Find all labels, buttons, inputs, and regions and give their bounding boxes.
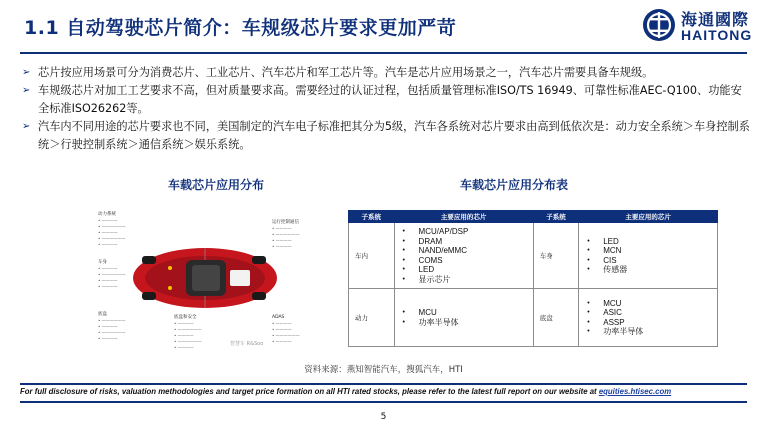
chip-item: • MCN [583,246,713,256]
label-chassis: 底盘 • —————— • ———— • —————— • ———— [98,312,126,341]
column-header: 子系统 [533,211,579,223]
watermark: 智慧车 R&Soo [230,341,264,347]
car-chip-diagram [90,200,322,350]
bullet-text: 车规级芯片对加工工艺要求不高，但对质量要求高。需要经过的认证过程，包括质量管理标准ISO/TS 16949、可靠性标准AEC-Q100、功能安全标准ISO26262等。 [38,84,742,115]
logo-text-en: HAITONG [681,27,753,43]
chips-cell [394,223,533,289]
chip-item: • ASSP [583,318,713,328]
arrow-bullet-icon: ➢ [22,85,31,96]
column-header: 主要应用的芯片 [394,211,533,223]
page-title: 1.1 自动驾驶芯片简介：车规级芯片要求更加严苛 [24,17,457,39]
bullet-item [22,118,752,154]
bullet-text: 汽车内不同用途的芯片要求也不同，美国制定的汽车电子标准把其分为5级，汽车各系统对芯片要求由高到低依次是：动力安全系统＞车身控制系统＞行驶控制系统＞通信系统＞娱乐系统。 [38,120,750,151]
chip-item: • CIS [583,256,713,266]
subsystem-cell: 车身 [533,223,579,289]
arrow-bullet-icon: ➢ [22,121,31,132]
label-body: 车身 • ———— • —————— • ———— • ———— [98,260,126,289]
table-row [349,223,718,289]
label-safety: 底盘和安全 • ———— • —————— • ———— • —————— • ———— [174,315,202,350]
chip-item: • 功率半导体 [583,327,713,337]
haitong-logo-mark-icon [641,7,677,43]
chip-item: • 显示芯片 [399,275,529,285]
bullet-list [22,64,752,154]
bullet-text: 芯片按应用场景可分为消费芯片、工业芯片、汽车芯片和军工芯片等。汽车是芯片应用场景之一，汽车芯片需要具备车规级。 [38,66,654,79]
header-divider [20,52,747,54]
chip-item: • 传感器 [583,265,713,275]
table-header-row [349,211,718,223]
chip-item: • LED [399,265,529,275]
chip-item: • NAND/eMMC [399,246,529,256]
subsystem-cell: 动力 [349,289,395,347]
bullet-item [22,64,752,82]
footer-divider-bottom [20,401,747,403]
label-driving-control: 运行控制通信 • ———— • —————— • ———— • ———— [272,220,300,249]
chip-item: • DRAM [399,237,529,247]
footer-divider [20,383,747,385]
label-adas: ADAS • ———— • ———— • —————— • ———— [272,315,300,344]
chip-item: • COMS [399,256,529,266]
label-power-system: 动力系统 • ———— • —————— • ———— • —————— • ———— [98,212,126,247]
chips-cell [579,289,718,347]
source-note: 资料来源：燕知智能汽车，搜狐汽车，HTI [304,365,463,375]
haitong-logo [641,5,759,45]
chips-cell [579,223,718,289]
disclaimer-text: For full disclosure of risks, valuation methodologies and target price formation on all HTI rated stocks, please refer to the latest full report on our website at [20,387,599,396]
disclaimer [20,387,747,396]
page-number: 5 [380,412,387,422]
subsystem-cell: 底盘 [533,289,579,347]
chip-item: • 功率半导体 [399,318,529,328]
red-car-icon [130,238,280,313]
chip-item: • ASIC [583,308,713,318]
left-panel-title: 车载芯片应用分布 [168,178,265,192]
logo-text-cn: 海通國際 [681,10,750,29]
website-link[interactable]: equities.htisec.com [598,387,672,396]
chip-distribution-table [348,210,718,347]
chip-item: • LED [583,237,713,247]
chip-item: • MCU [583,299,713,309]
table-row [349,289,718,347]
chips-cell [394,289,533,347]
subsystem-cell: 车内 [349,223,395,289]
chip-item: • MCU/AP/DSP [399,227,529,237]
bullet-item [22,82,752,118]
chip-item: • MCU [399,308,529,318]
right-panel-title: 车载芯片应用分布表 [460,178,569,192]
column-header: 主要应用的芯片 [579,211,718,223]
column-header: 子系统 [349,211,395,223]
arrow-bullet-icon: ➢ [22,67,31,78]
